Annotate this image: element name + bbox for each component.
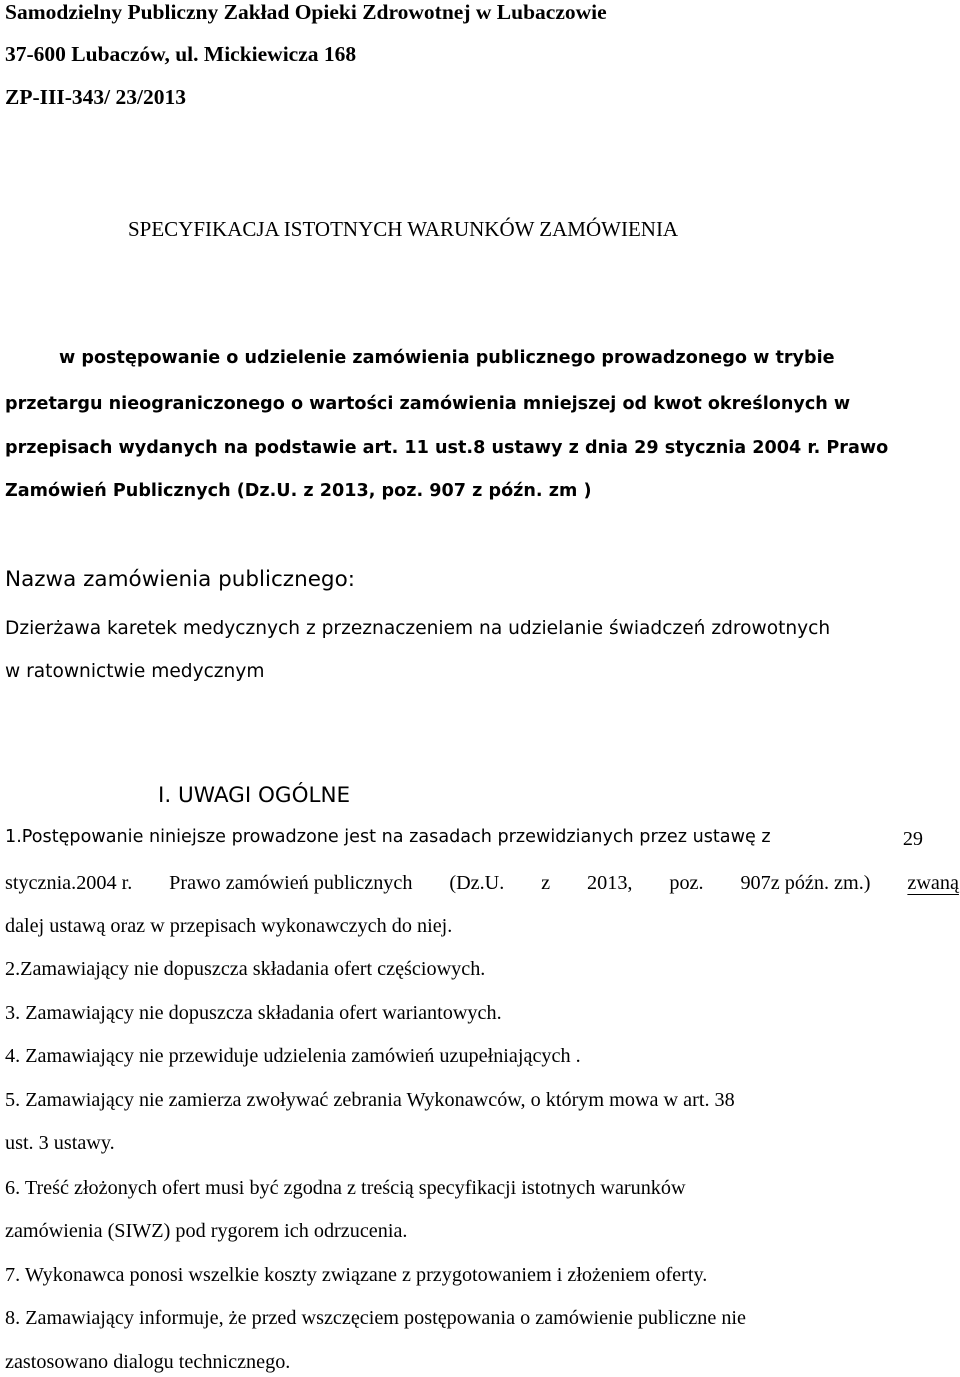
item-3: 3. Zamawiający nie dopuszcza składania ofert wariantowych. [5, 1002, 502, 1024]
item-1-law-name: Prawo zamówień publicznych [169, 872, 413, 894]
item-1-year: 2013, [587, 872, 633, 894]
item-5-line-1: 5. Zamawiający nie zamierza zwoływać zebrania Wykonawców, o którym mowa w art. 38 [5, 1089, 735, 1111]
item-6-line-2: zamówienia (SIWZ) pod rygorem ich odrzucenia. [5, 1220, 408, 1242]
item-5-line-2: ust. 3 ustawy. [5, 1132, 115, 1154]
order-name-line-2: w ratownictwie medycznym [5, 661, 265, 682]
order-name-heading: Nazwa zamówienia publicznego: [5, 567, 355, 592]
intro-line-4: Zamówień Publicznych (Dz.U. z 2013, poz. 907 z późn. zm ) [5, 481, 592, 501]
section-heading: I. UWAGI OGÓLNE [158, 783, 351, 808]
order-name-line-1: Dzierżawa karetek medycznych z przeznaczeniem na udzielanie świadczeń zdrowotnych [5, 618, 831, 639]
institution-name: Samodzielny Publiczny Zakład Opieki Zdrowotnej w Lubaczowie [5, 0, 607, 24]
item-2: 2.Zamawiający nie dopuszcza składania ofert częściowych. [5, 958, 486, 980]
item-8-line-2: zastosowano dialogu technicznego. [5, 1351, 291, 1373]
item-1-text: 1.Postępowanie niniejsze prowadzone jest na zasadach przewidzianych przez ustawę z [5, 827, 771, 847]
item-1-line-2 [5, 873, 959, 893]
institution-address: 37-600 Lubaczów, ul. Mickiewicza 168 [5, 42, 357, 66]
document-title: SPECYFIKACJA ISTOTNYCH WARUNKÓW ZAMÓWIENIA [128, 217, 679, 241]
intro-line-2: przetargu nieograniczonego o wartości zamówienia mniejszej od kwot określonych w [5, 394, 851, 414]
item-7: 7. Wykonawca ponosi wszelkie koszty związane z przygotowaniem i złożeniem oferty. [5, 1264, 708, 1286]
reference-number: ZP-III-343/ 23/2013 [5, 85, 186, 109]
item-8-line-1: 8. Zamawiający informuje, że przed wszczęciem postępowania o zamówienie publiczne nie [5, 1307, 747, 1329]
item-1-journal: (Dz.U. [449, 872, 505, 894]
item-6-line-1: 6. Treść złożonych ofert musi być zgodna z treścią specyfikacji istotnych warunków [5, 1177, 686, 1199]
item-1-position: 907z późn. zm.) [740, 872, 871, 894]
item-1-called: zwaną [907, 872, 959, 894]
item-1-line-1 [5, 829, 959, 849]
item-1-day: 29 [902, 828, 923, 850]
item-1-z: z [541, 872, 551, 894]
item-1-poz: poz. [669, 872, 704, 894]
intro-line-1: w postępowanie o udzielenie zamówienia publicznego prowadzonego w trybie [59, 348, 835, 368]
item-1-date: stycznia.2004 r. [5, 872, 133, 894]
intro-line-3: przepisach wydanych na podstawie art. 11 ust.8 ustawy z dnia 29 stycznia 2004 r. Prawo [5, 438, 889, 458]
item-1-line-3: dalej ustawą oraz w przepisach wykonawczych do niej. [5, 915, 453, 937]
item-4: 4. Zamawiający nie przewiduje udzielenia zamówień uzupełniających . [5, 1045, 581, 1067]
